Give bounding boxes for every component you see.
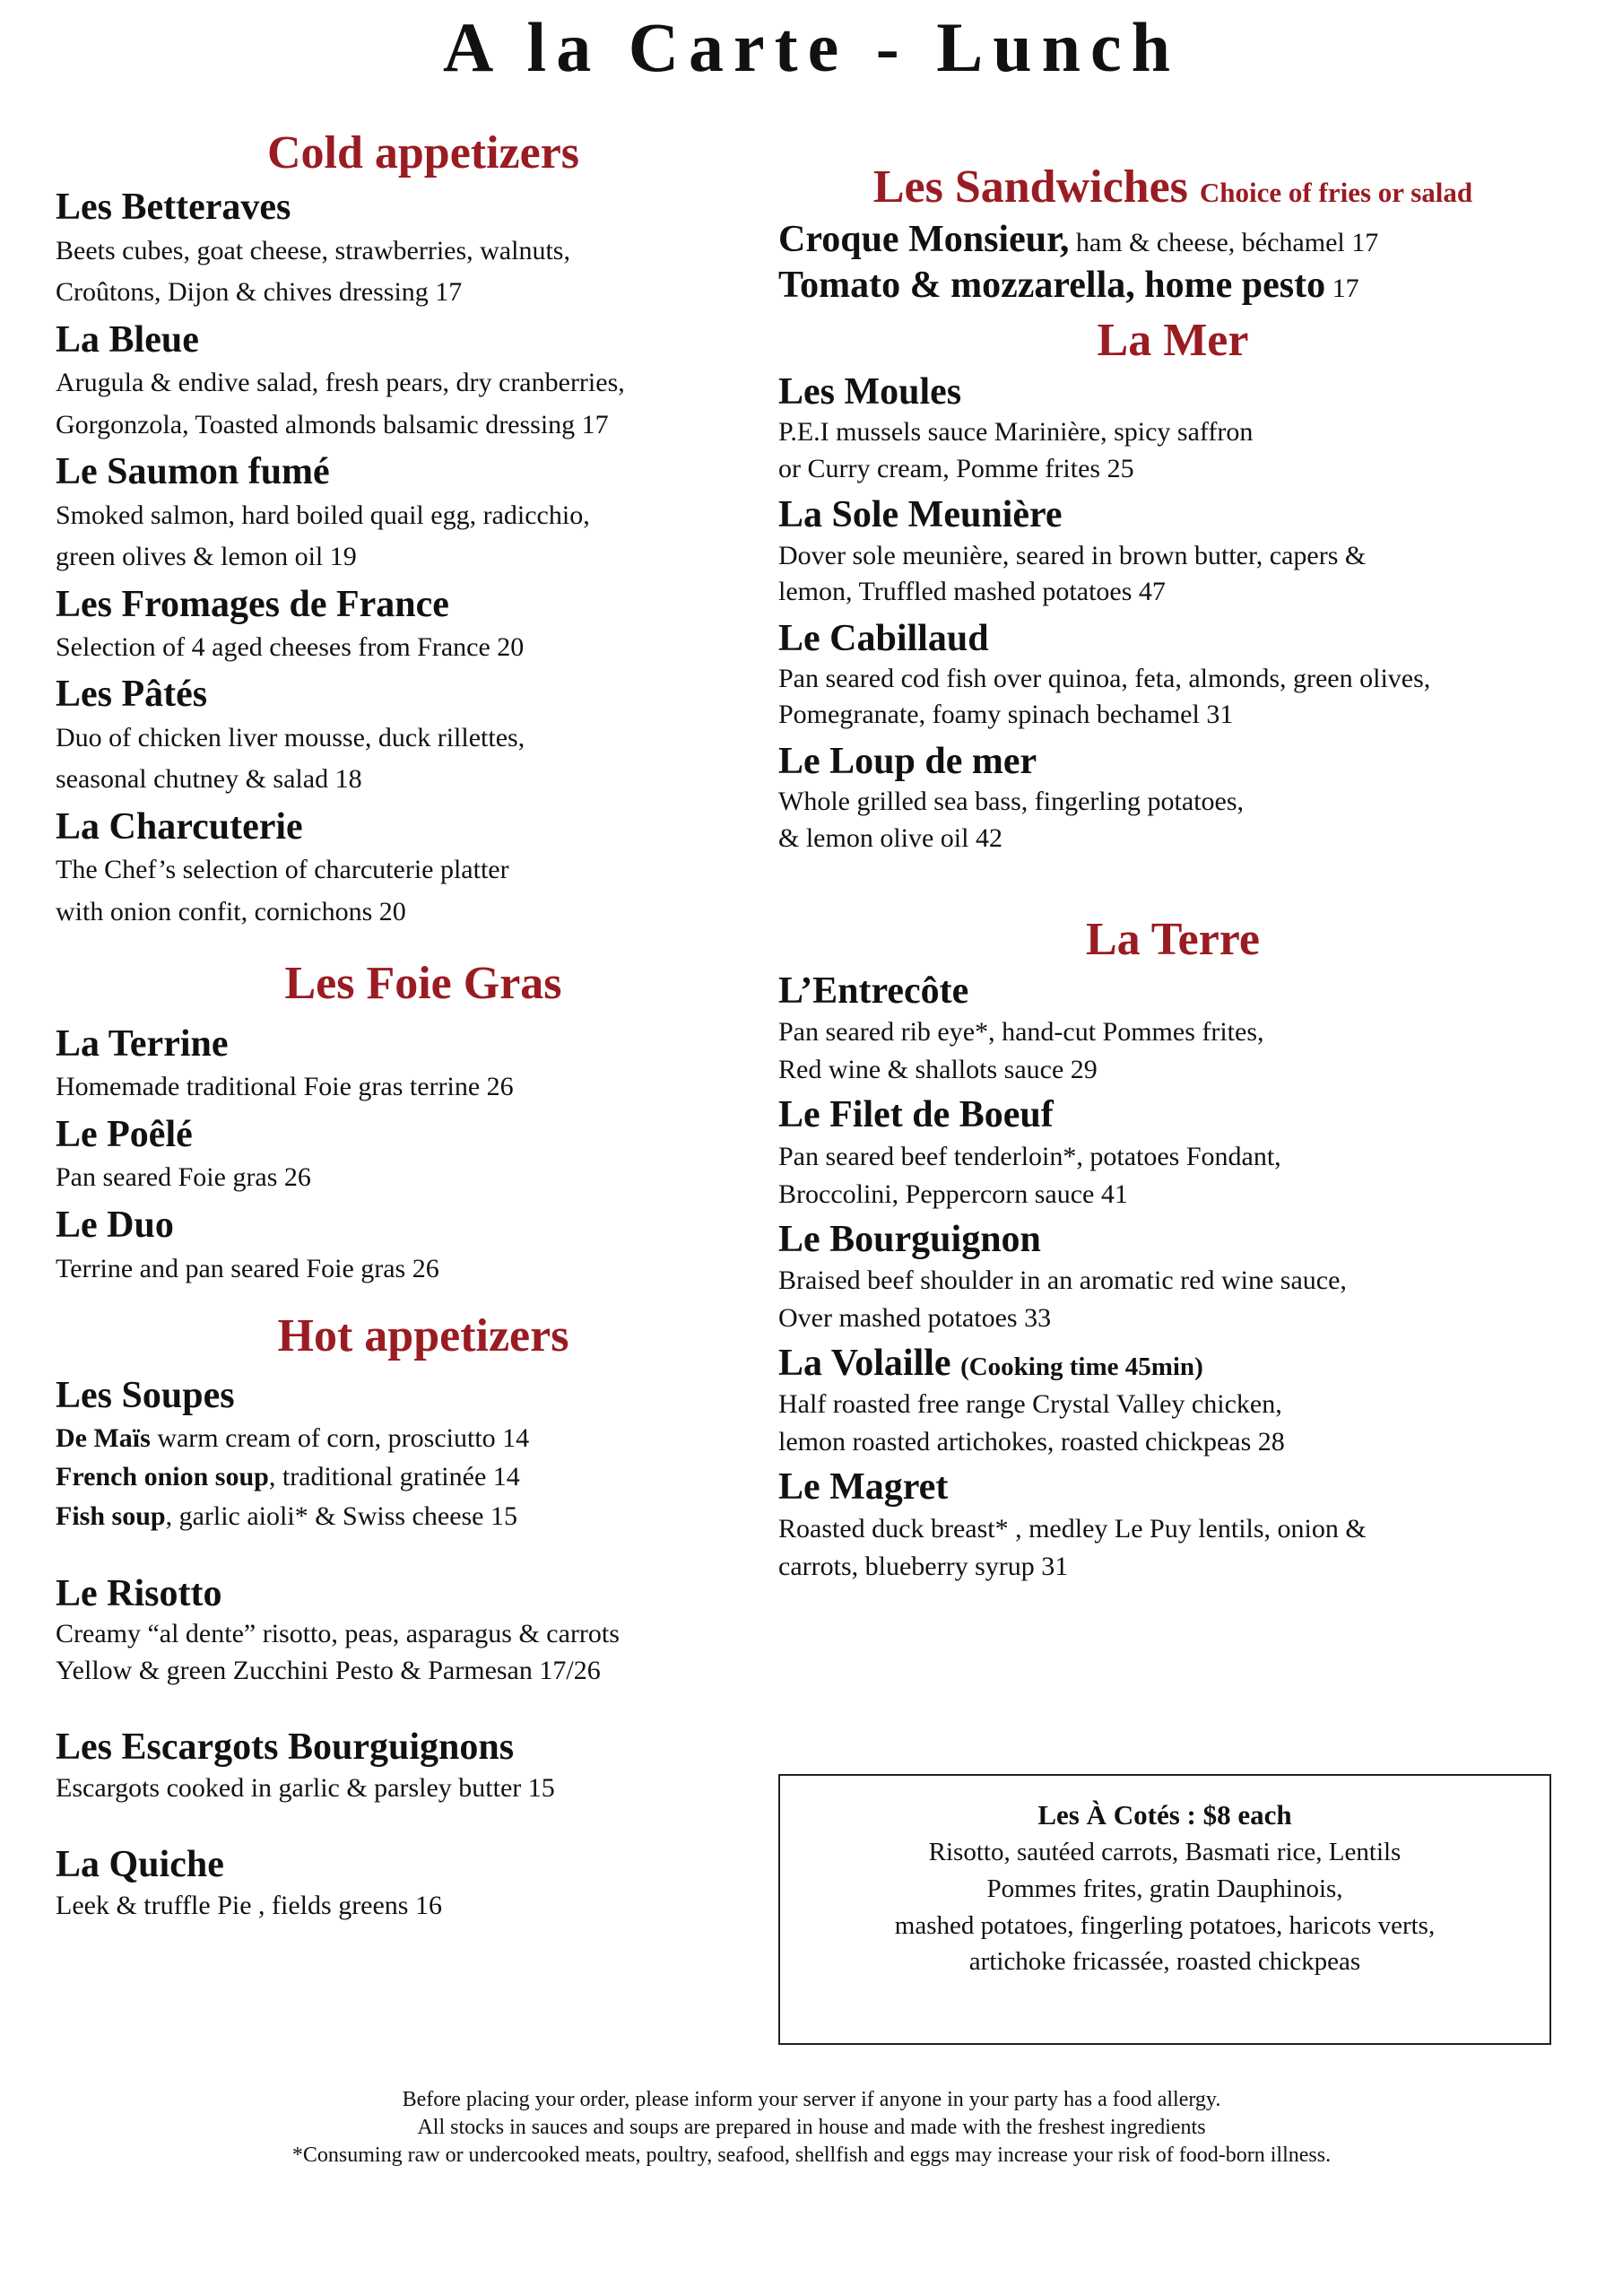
menu-item [778, 1217, 1567, 1337]
stocks-note: All stocks in sauces and soups are prepared in house and made with the freshest ingredients [417, 2116, 1206, 2140]
item-name: L’Entrecôte [778, 970, 969, 1012]
sides-line: Pommes frites, gratin Dauphinois, [986, 1874, 1343, 1903]
item-desc-line: green olives & lemon oil 19 [56, 542, 357, 572]
item-desc-line: Whole grilled sea bass, fingerling potatoes, [778, 787, 1245, 817]
item-desc-line [56, 1497, 791, 1536]
item-name: Le Poêlé [56, 1114, 193, 1156]
item-desc-line: Gorgonzola, Toasted almonds balsamic dressing 17 [56, 409, 609, 439]
item-desc-line: Homemade traditional Foie gras terrine 26 [56, 1072, 514, 1102]
item-name: Les Betteraves [56, 187, 291, 229]
item-name: La Quiche [56, 1844, 224, 1886]
item-name: La Charcuterie [56, 805, 303, 848]
item-name: Le Bourguignon [778, 1218, 1041, 1260]
item-desc-line: Leek & truffle Pie , fields greens 16 [56, 1890, 442, 1920]
item-desc-line: lemon roasted artichokes, roasted chickpeas 28 [778, 1427, 1285, 1457]
menu-item [778, 739, 1567, 857]
section-title: Cold appetizers [266, 127, 580, 178]
item-name: Le Magret [778, 1466, 949, 1509]
menu-item [56, 317, 791, 446]
soup-name: Fish soup [56, 1500, 166, 1531]
item-desc-line: P.E.I mussels sauce Marinière, spicy saffron [778, 417, 1254, 448]
soup-desc: , traditional gratinée 14 [268, 1462, 520, 1492]
section-title: Hot appetizers [277, 1309, 569, 1361]
item-desc-line [56, 1419, 791, 1458]
sides-title: Les À Cotés : $8 each [1037, 1799, 1292, 1831]
item-desc-line: Pan seared cod fish over quinoa, feta, almonds, green olives, [778, 663, 1431, 693]
item-desc-line: or Curry cream, Pomme frites 25 [778, 453, 1134, 483]
section-title [778, 160, 1567, 215]
section-hot-appetizers [56, 1309, 791, 1924]
item-desc-line: seasonal chutney & salad 18 [56, 764, 362, 795]
menu-item [778, 616, 1567, 734]
item-desc-line: carrots, blueberry syrup 31 [778, 1551, 1069, 1581]
menu-item [56, 449, 791, 578]
soup-desc: , garlic aioli* & Swiss cheese 15 [165, 1500, 517, 1531]
section-title: La Mer [1097, 315, 1249, 367]
item-desc-line: Smoked salmon, hard boiled quail egg, radicchio, [56, 500, 590, 530]
item-desc-line: Over mashed potatoes 33 [778, 1302, 1052, 1333]
sides-line: artichoke fricassée, roasted chickpeas [968, 1947, 1361, 1977]
menu-item [778, 1092, 1567, 1213]
menu-item [56, 1203, 791, 1288]
item-name: Le Duo [56, 1205, 174, 1247]
section-title: Les Foie Gras [284, 958, 562, 1010]
item-desc-line: Selection of 4 aged cheeses from France 20 [56, 631, 525, 662]
item-name-text: La Volaille [778, 1342, 951, 1384]
item-desc-line: Half roasted free range Crystal Valley chicken, [778, 1389, 1282, 1420]
section-cold-appetizers [56, 126, 791, 933]
item-desc-line: Pan seared Foie gras 26 [56, 1162, 311, 1193]
item-desc: ham & cheese, béchamel 17 [1069, 228, 1379, 258]
soup-name: De Maïs [56, 1422, 151, 1453]
section-la-terre [778, 912, 1567, 1585]
section-sandwiches [778, 160, 1567, 308]
menu-item-sandwich [778, 263, 1567, 309]
item-desc-line: Braised beef shoulder in an aromatic red wine sauce, [778, 1265, 1347, 1295]
item-desc-line: Pan seared rib eye*, hand-cut Pommes frites, [778, 1017, 1264, 1048]
la-mer-list [778, 370, 1567, 857]
item-desc-line: The Chef’s selection of charcuterie platter [56, 855, 509, 885]
foie-gras-list [56, 1022, 791, 1289]
item-name: Le Loup de mer [778, 740, 1037, 782]
item-desc-line: Roasted duck breast* , medley Le Puy lentils, onion & [778, 1513, 1367, 1544]
item-desc-line: & lemon olive oil 42 [778, 822, 1002, 853]
item-desc-line: Beets cubes, goat cheese, strawberries, walnuts, [56, 235, 570, 265]
la-terre-list [778, 969, 1567, 1586]
menu-item [56, 672, 791, 800]
item-name: Les Fromages de France [56, 583, 449, 625]
raw-food-warning: *Consuming raw or undercooked meats, poultry, seafood, shellfish and eggs may increase your risk of food-born illness. [291, 2144, 1332, 2168]
item-desc-line: Red wine & shallots sauce 29 [778, 1055, 1098, 1085]
section-title: La Terre [1085, 914, 1261, 966]
menu-item [56, 1022, 791, 1107]
item-desc-line: Croûtons, Dijon & chives dressing 17 [56, 277, 463, 308]
item-name: Croque Monsieur, [778, 219, 1070, 261]
menu-item [56, 804, 791, 933]
item-desc-line: Duo of chicken liver mousse, duck rillettes, [56, 722, 525, 752]
menu-item [56, 582, 791, 669]
item-desc-line: Terrine and pan seared Foie gras 26 [56, 1253, 439, 1283]
menu-title: A la Carte - Lunch [443, 8, 1180, 86]
section-foie-gras [56, 956, 791, 1289]
item-name: Le Saumon fumé [56, 451, 330, 493]
item-name: Les Escargots Bourguignons [56, 1726, 515, 1769]
section-subtitle: Choice of fries or salad [1199, 177, 1473, 208]
item-name: La Terrine [56, 1022, 229, 1065]
item-name: Les Soupes [56, 1375, 235, 1417]
left-column [56, 126, 791, 1924]
right-column [778, 160, 1567, 1589]
item-name: La Bleue [56, 318, 199, 361]
footer-notes [0, 2086, 1623, 2170]
soup-name: French onion soup [56, 1462, 269, 1492]
menu-item-soups [56, 1373, 791, 1535]
item-desc: 17 [1325, 273, 1359, 303]
menu-item-sandwich [778, 217, 1567, 263]
item-name: Les Moules [778, 370, 962, 413]
item-name: Tomato & mozzarella, home pesto [778, 264, 1326, 306]
menu-item [778, 1341, 1567, 1461]
cold-appetizers-list [56, 185, 791, 933]
item-name: La Sole Meunière [778, 494, 1063, 536]
menu-item [778, 492, 1567, 610]
item-desc-line: with onion confit, cornichons 20 [56, 896, 406, 926]
menu-item [56, 1571, 791, 1689]
item-name: Le Risotto [56, 1573, 222, 1615]
item-desc-line: lemon, Truffled mashed potatoes 47 [778, 577, 1166, 607]
item-desc-line [56, 1457, 791, 1497]
menu-item [56, 1842, 791, 1924]
item-name: Les Pâtés [56, 674, 208, 716]
item-desc-line: Broccolini, Peppercorn sauce 41 [778, 1178, 1128, 1209]
item-desc-line: Pomegranate, foamy spinach bechamel 31 [778, 700, 1234, 730]
menu-item [56, 185, 791, 313]
item-desc-line: Escargots cooked in garlic & parsley butter 15 [56, 1772, 555, 1803]
section-la-mer [778, 313, 1567, 857]
sandwiches-list [778, 217, 1567, 308]
menu-item [56, 1725, 791, 1806]
item-desc-line: Yellow & green Zucchini Pesto & Parmesan 17/26 [56, 1655, 601, 1685]
item-name: Le Cabillaud [778, 617, 989, 659]
item-desc-line: Dover sole meunière, seared in brown butter, capers & [778, 540, 1367, 570]
item-note: (Cooking time 45min) [960, 1352, 1203, 1381]
menu-item [778, 370, 1567, 487]
item-desc-line: Pan seared beef tenderloin*, potatoes Fondant, [778, 1141, 1281, 1171]
item-desc-line: Arugula & endive salad, fresh pears, dry cranberries, [56, 368, 625, 398]
hot-appetizers-list [56, 1571, 791, 1924]
item-name: Le Filet de Boeuf [778, 1094, 1054, 1136]
allergy-note: Before placing your order, please inform your server if anyone in your party has a food allergy. [402, 2088, 1221, 2111]
item-desc-line: Creamy “al dente” risotto, peas, asparagus & carrots [56, 1619, 620, 1649]
item-name [778, 1341, 1567, 1386]
menu-item [56, 1112, 791, 1197]
menu-item [778, 969, 1567, 1089]
sides-line: mashed potatoes, fingerling potatoes, haricots verts, [894, 1910, 1436, 1940]
section-title-text: Les Sandwiches [872, 161, 1188, 213]
menu-item [778, 1465, 1567, 1585]
sides-line: Risotto, sautéed carrots, Basmati rice, Lentils [928, 1838, 1402, 1867]
soup-desc: warm cream of corn, prosciutto 14 [150, 1422, 530, 1453]
sides-box [778, 1774, 1551, 2045]
